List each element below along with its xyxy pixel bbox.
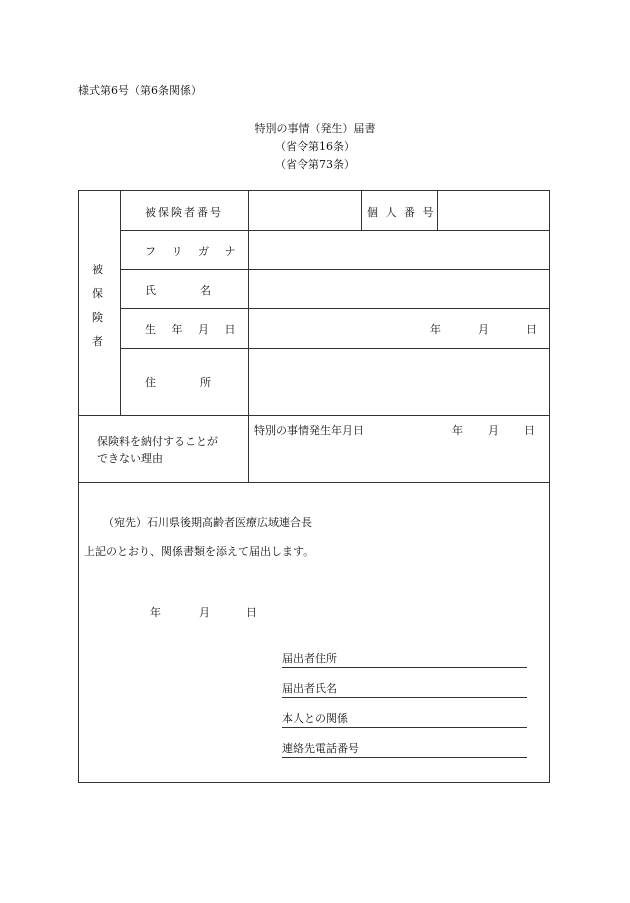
reason-label-line2: できない理由 [97, 452, 163, 465]
birth-day-label: 日 [526, 323, 537, 336]
submission-month-label: 月 [199, 606, 210, 619]
insured-char-3: 険 [92, 311, 103, 324]
submission-day-label: 日 [246, 606, 257, 619]
individual-number-field[interactable] [438, 191, 550, 230]
birthdate-label: 生 年 月 日 [145, 323, 242, 336]
occurrence-day-label: 日 [524, 424, 535, 437]
reason-label-line1: 保険料を納付することが [97, 435, 218, 448]
regulation-ref-1: （省令第16条） [275, 140, 355, 153]
contact-phone-field[interactable]: 連絡先電話番号 [282, 740, 527, 758]
applicant-address-field[interactable]: 届出者住所 [282, 650, 527, 668]
insured-char-1: 被 [92, 263, 103, 276]
individual-number-label: 個 人 番 号 [367, 206, 436, 219]
regulation-ref-2: （省令第73条） [275, 158, 355, 171]
addressee: （宛先）石川県後期高齢者医療広域連合長 [103, 516, 312, 529]
insured-char-2: 保 [92, 287, 103, 300]
occurrence-month-label: 月 [488, 424, 499, 437]
occurrence-year-label: 年 [452, 424, 463, 437]
notification-form [78, 190, 550, 783]
form-number: 様式第6号（第6条関係） [78, 84, 202, 97]
submission-year-label: 年 [150, 606, 161, 619]
occurrence-date-label: 特別の事情発生年月日 [254, 424, 364, 437]
name-label: 氏 名 [145, 284, 211, 297]
furigana-field[interactable] [249, 231, 550, 269]
insured-char-4: 者 [92, 335, 103, 348]
form-title: 特別の事情（発生）届書 [254, 122, 376, 135]
birth-year-label: 年 [430, 323, 441, 336]
address-label: 住 所 [145, 376, 211, 389]
birth-month-label: 月 [478, 323, 489, 336]
applicant-name-field[interactable]: 届出者氏名 [282, 680, 527, 698]
relationship-field[interactable]: 本人との関係 [282, 710, 527, 728]
insured-number-field[interactable] [249, 191, 361, 230]
name-field[interactable] [249, 270, 550, 308]
address-field[interactable] [249, 349, 550, 415]
submission-statement: 上記のとおり、関係書類を添えて届出します。 [84, 545, 315, 558]
furigana-label: フ リ ガ ナ [145, 245, 242, 258]
insured-number-label: 被保険者番号 [145, 206, 223, 219]
